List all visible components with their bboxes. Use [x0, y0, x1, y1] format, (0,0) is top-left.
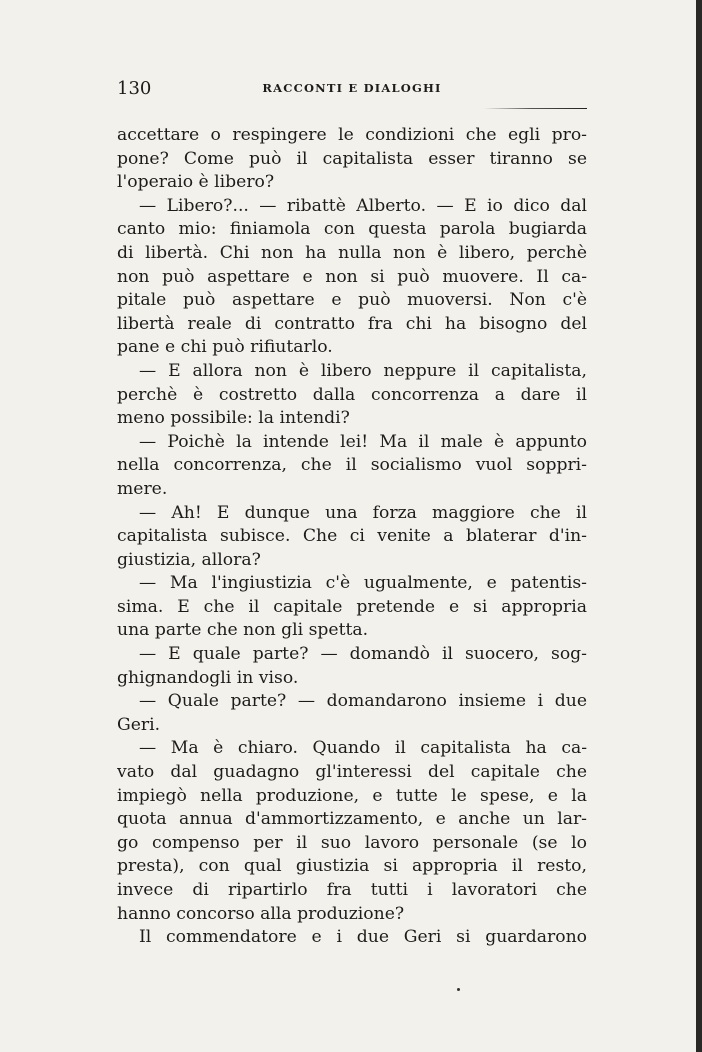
text-line: invece di ripartirlo fra tutti i lavoratori che: [117, 880, 587, 900]
text-line: Geri.: [117, 714, 161, 735]
header-rule: [117, 108, 587, 109]
text-line: l'operaio è libero?: [117, 172, 275, 193]
text-line: ghignandogli in viso.: [117, 667, 299, 688]
text-line: canto mio: finiamola con questa parola bugiarda: [117, 219, 587, 240]
text-line: hanno concorso alla produzione?: [117, 903, 405, 924]
text-line: — Poichè la intende lei! Ma il male è appunto: [139, 431, 587, 452]
text-line: pone? Come può il capitalista esser tiranno se: [117, 148, 587, 169]
running-title: RACCONTI E DIALOGHI: [262, 81, 442, 95]
text-line: — Ah! E dunque una forza maggiore che il: [139, 502, 587, 523]
text-line: libertà reale di contratto fra chi ha bisogno del: [117, 313, 587, 334]
text-line: perchè è costretto dalla concorrenza a dare il: [117, 384, 587, 405]
page-number: 130: [117, 78, 152, 99]
text-line: Il commendatore e i due Geri si guardarono: [139, 927, 587, 948]
text-line: pane e chi può rifiutarlo.: [117, 337, 333, 358]
text-line: pitale può aspettare e può muoversi. Non c'è: [117, 290, 587, 311]
text-line: non può aspettare e non si può muovere. Il ca-: [117, 266, 587, 287]
text-line: vato dal guadagno gl'interessi del capitale che: [117, 762, 587, 783]
text-line: giustizia, allora?: [117, 549, 261, 570]
text-line: capitalista subisce. Che ci venite a blaterar d'in-: [117, 526, 587, 547]
body-text: [117, 124, 587, 950]
text-line: presta), con qual giustizia si appropria il resto,: [117, 856, 587, 877]
text-line: — E allora non è libero neppure il capitalista,: [139, 360, 587, 381]
text-line: — Quale parte? — domandarono insieme i due: [139, 691, 587, 712]
page-edge-shadow: [696, 0, 702, 1052]
text-line: quota annua d'ammortizzamento, e anche un lar-: [117, 809, 587, 830]
text-line: — Libero?... — ribattè Alberto. — E io dico dal: [139, 195, 587, 216]
text-line: meno possibile: la intendi?: [117, 408, 350, 429]
text-line: una parte che non gli spetta.: [117, 620, 369, 641]
text-line: nella concorrenza, che il socialismo vuol soppri-: [117, 455, 587, 476]
print-speck: [457, 988, 460, 991]
text-line: — Ma l'ingiustizia c'è ugualmente, e patentis-: [139, 573, 587, 594]
text-line: impiegò nella produzione, e tutte le spese, e la: [117, 785, 587, 806]
text-line: sima. E che il capitale pretende e si appropria: [117, 596, 587, 617]
page-header: [117, 78, 587, 100]
text-line: — Ma è chiaro. Quando il capitalista ha ca-: [139, 738, 587, 759]
text-line: di libertà. Chi non ha nulla non è libero, perchè: [117, 242, 587, 263]
text-line: mere.: [117, 478, 168, 499]
text-line: go compenso per il suo lavoro personale (se lo: [117, 832, 587, 853]
text-line: accettare o respingere le condizioni che egli pro-: [117, 125, 587, 145]
text-line: — E quale parte? — domandò il suocero, sog-: [139, 644, 587, 665]
